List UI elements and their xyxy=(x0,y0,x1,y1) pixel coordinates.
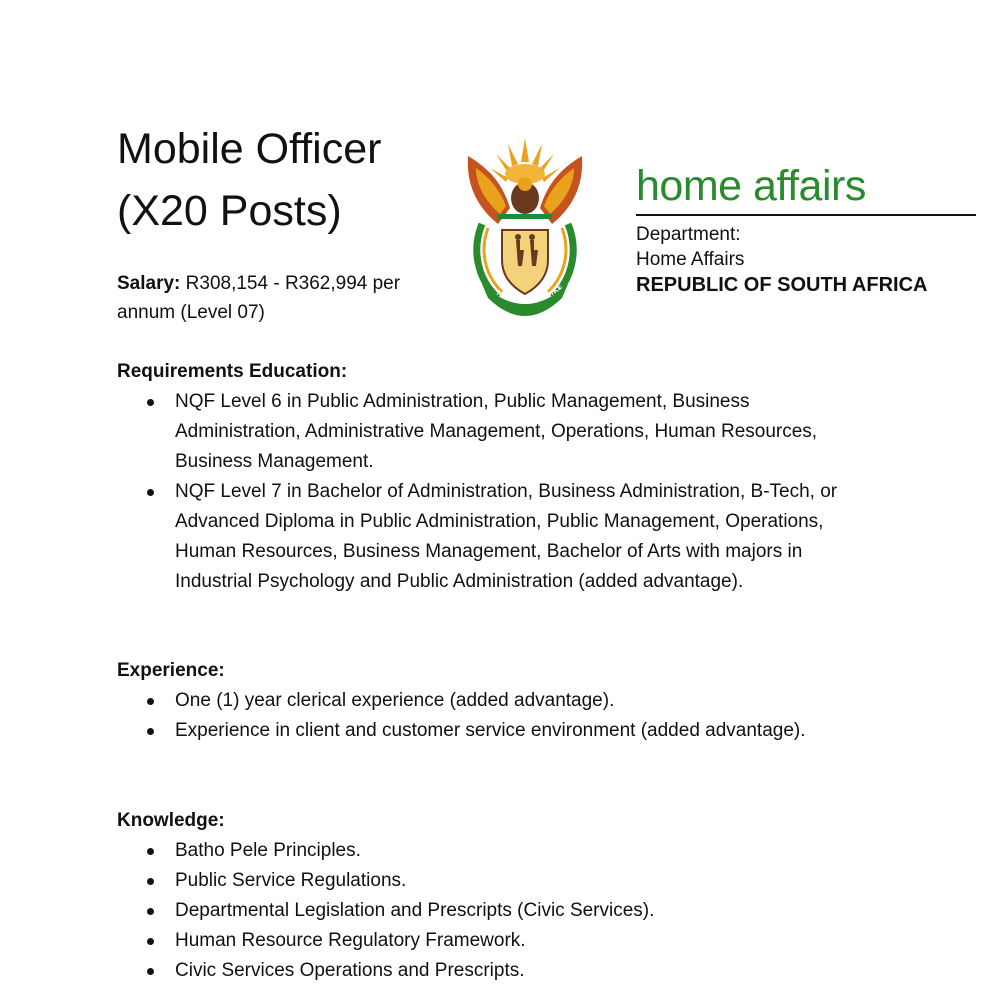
experience-list xyxy=(117,686,877,746)
list-item-text: Civic Services Operations and Prescripts. xyxy=(175,960,525,981)
job-title-line-1: Mobile Officer xyxy=(117,125,382,173)
job-title xyxy=(117,118,447,242)
requirements-list xyxy=(117,387,877,597)
list-item-text: Departmental Legislation and Prescripts (Civic Services). xyxy=(175,900,655,921)
department-brand xyxy=(636,160,976,298)
bullet-icon xyxy=(147,848,154,855)
coat-of-arms-icon xyxy=(458,138,592,328)
list-item xyxy=(117,716,877,746)
requirements-heading: Requirements Education: xyxy=(117,361,348,382)
experience-section xyxy=(117,656,877,746)
bullet-icon xyxy=(147,908,154,915)
list-item-text: Experience in client and customer service environment (added advantage). xyxy=(175,720,806,741)
list-item-text: Public Service Regulations. xyxy=(175,870,407,891)
emblem-motto: !KE E: /XARRA //KE xyxy=(494,282,564,307)
salary-text xyxy=(117,269,427,327)
list-item-text: Batho Pele Principles. xyxy=(175,840,361,861)
brand-divider xyxy=(636,214,976,216)
bullet-icon xyxy=(147,878,154,885)
list-item xyxy=(117,836,877,866)
requirements-section xyxy=(117,357,877,597)
knowledge-list xyxy=(117,836,877,986)
knowledge-heading: Knowledge: xyxy=(117,810,225,831)
brand-department-label: Department: xyxy=(636,224,741,245)
bullet-icon xyxy=(147,968,154,975)
brand-name: home affairs xyxy=(636,162,866,210)
list-item xyxy=(117,896,877,926)
list-item xyxy=(117,956,877,986)
knowledge-section xyxy=(117,806,877,986)
bullet-icon xyxy=(147,938,154,945)
brand-department-name: Home Affairs xyxy=(636,249,745,270)
bullet-icon xyxy=(147,399,154,406)
list-item xyxy=(117,926,877,956)
list-item xyxy=(117,387,877,477)
bullet-icon xyxy=(147,728,154,735)
job-title-line-2: (X20 Posts) xyxy=(117,187,342,235)
list-item-text: NQF Level 6 in Public Administration, Public Management, Business Administration, Administrative Management, Operations, Human Resources, Business Management. xyxy=(175,391,818,472)
list-item-text: NQF Level 7 in Bachelor of Administration, Business Administration, B-Tech, or Advanced Diploma in Public Administration, Public Management, Operations, Human Resources, Business Management, Bachelor of Arts with majors in Industrial Psychology and Public Administration (added advantage). xyxy=(175,481,838,592)
list-item xyxy=(117,686,877,716)
experience-heading: Experience: xyxy=(117,660,225,681)
salary-value: R308,154 - R362,994 per annum (Level 07) xyxy=(117,273,401,323)
list-item-text: One (1) year clerical experience (added advantage). xyxy=(175,690,615,711)
list-item-text: Human Resource Regulatory Framework. xyxy=(175,930,526,951)
bullet-icon xyxy=(147,489,154,496)
salary-label: Salary: xyxy=(117,273,181,294)
bullet-icon xyxy=(147,698,154,705)
list-item xyxy=(117,477,877,597)
brand-country: REPUBLIC OF SOUTH AFRICA xyxy=(636,274,928,296)
list-item xyxy=(117,866,877,896)
